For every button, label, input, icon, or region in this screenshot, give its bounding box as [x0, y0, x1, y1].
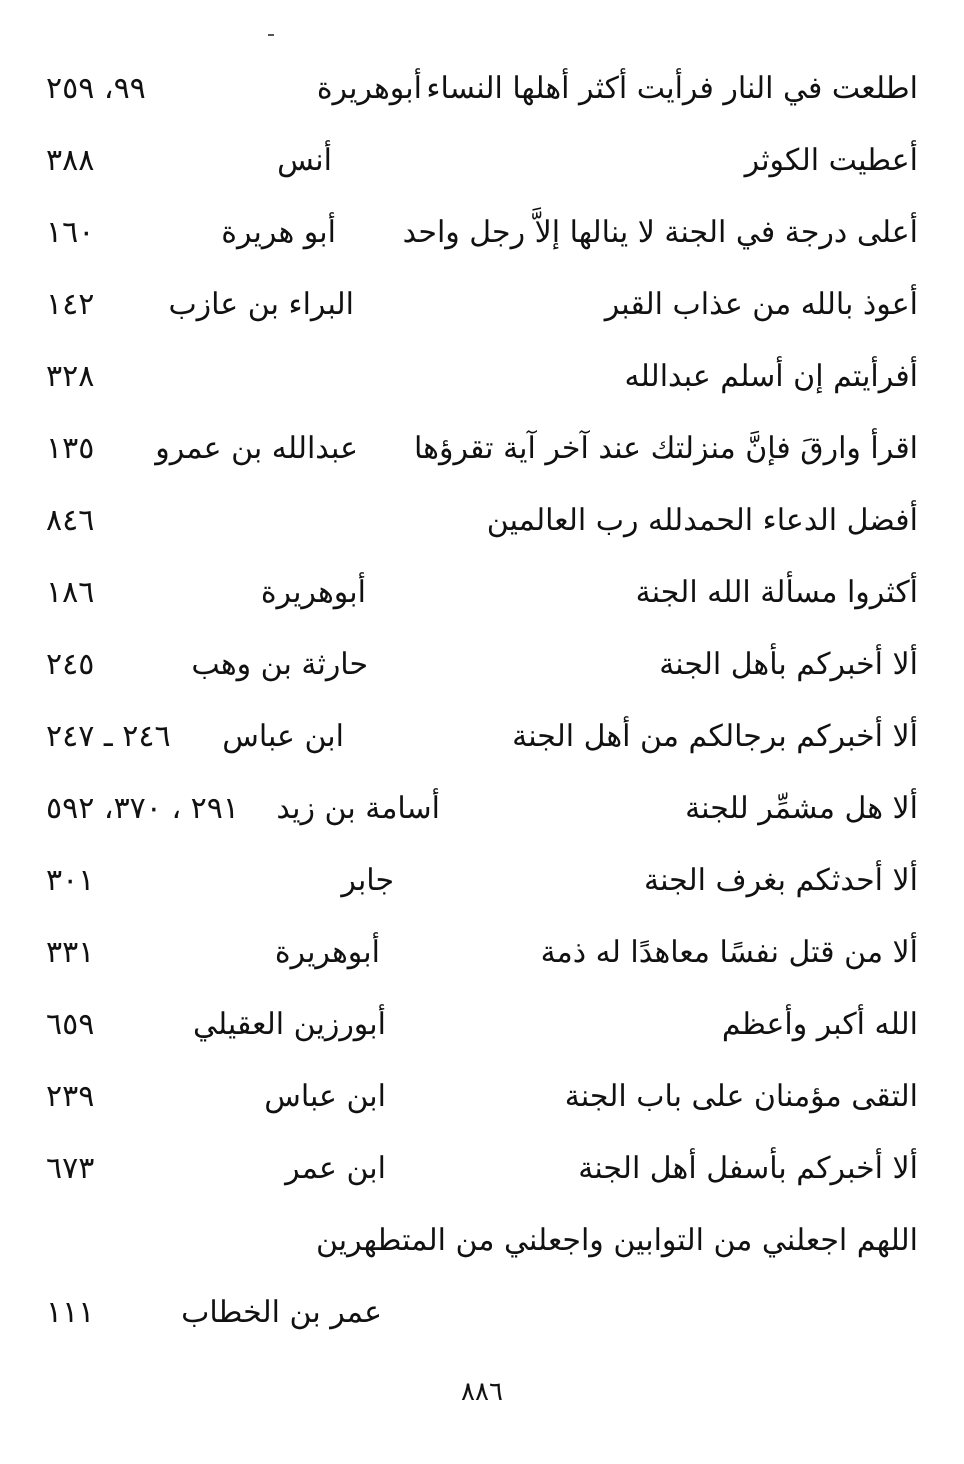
page-refs: ٣٣١	[46, 935, 95, 970]
index-entry	[0, 271, 964, 343]
hadith-text: الله أكبر وأعظم	[721, 1007, 918, 1042]
hadith-text: أعوذ بالله من عذاب القبر	[604, 287, 918, 322]
page-refs: ٢٤٦ ـ ٢٤٧	[46, 719, 171, 754]
index-entry	[0, 847, 964, 919]
narrator-name: أبوهريرة	[274, 935, 380, 970]
narrator-name: أبورزين العقيلي	[193, 1007, 386, 1042]
hadith-text: أفضل الدعاء الحمدلله رب العالمين	[486, 503, 918, 538]
index-entry	[0, 1063, 964, 1135]
index-entry	[0, 55, 964, 127]
hadith-text: اقرأ وارقَ فإنَّ منزلتك عند آخر آية تقرؤها	[414, 431, 918, 466]
hadith-text: ألا أخبركم بأهل الجنة	[659, 647, 918, 682]
hadith-text: أكثروا مسألة الله الجنة	[635, 575, 918, 610]
hadith-text: أعلى درجة في الجنة لا ينالها إلاَّ رجل واحد	[402, 215, 918, 250]
hadith-text: أعطيت الكوثر	[744, 143, 918, 178]
hadith-text: ألا من قتل نفسًا معاهدًا له ذمة	[540, 935, 918, 970]
narrator-name: أبوهريرة	[260, 575, 366, 610]
page-refs: ٨٤٦	[46, 503, 95, 538]
index-entry	[0, 775, 964, 847]
narrator-name: ابن عباس	[222, 719, 344, 754]
page-refs: ٦٥٩	[46, 1007, 95, 1042]
hadith-text: ألا أحدثكم بغرف الجنة	[643, 863, 918, 898]
scan-mark	[268, 34, 274, 36]
hadith-text: التقى مؤمنان على باب الجنة	[564, 1079, 918, 1114]
index-entry	[0, 1279, 964, 1351]
page-refs: ١٨٦	[46, 575, 95, 610]
hadith-text: ألا أخبركم بأسفل أهل الجنة	[578, 1151, 918, 1186]
index-entry	[0, 199, 964, 271]
index-entry	[0, 631, 964, 703]
page-refs: ٦٧٣	[46, 1151, 95, 1186]
page-refs: ٢٣٩	[46, 1079, 95, 1114]
index-entry	[0, 919, 964, 991]
index-entry	[0, 343, 964, 415]
page-refs: ١١١	[46, 1295, 95, 1330]
page-refs: ٢٤٥	[46, 647, 95, 682]
page-refs: ٩٩، ٢٥٩	[46, 71, 146, 106]
page-refs: ١٣٥	[46, 431, 95, 466]
narrator-name: ابن عباس	[264, 1079, 386, 1114]
page-refs: ٣٠١	[46, 863, 95, 898]
hadith-text: ألا أخبركم برجالكم من أهل الجنة	[512, 719, 918, 754]
index-entry	[0, 1135, 964, 1207]
page-refs: ٣٢٨	[46, 359, 95, 394]
index-entry	[0, 487, 964, 559]
narrator-name: حارثة بن وهب	[191, 647, 368, 682]
page-refs: ١٤٢	[46, 287, 95, 322]
hadith-text: ألا هل مشمِّر للجنة	[685, 791, 918, 826]
narrator-name: أبوهريرة	[316, 71, 422, 106]
hadith-index-list	[0, 55, 964, 1351]
index-entry	[0, 703, 964, 775]
index-entry	[0, 1207, 964, 1279]
narrator-name: جابر	[341, 863, 394, 898]
narrator-name: عبدالله بن عمرو	[155, 431, 358, 466]
page-refs: ٢٩١ ، ٣٧٠، ٥٩٢	[46, 791, 240, 826]
page-refs: ١٦٠	[46, 215, 95, 250]
page-refs: ٣٨٨	[46, 143, 95, 178]
hadith-text: اطلعت في النار فرأيت أكثر أهلها النساء	[426, 71, 918, 106]
index-entry	[0, 559, 964, 631]
narrator-name: ابن عمر	[285, 1151, 386, 1186]
narrator-name: البراء بن عازب	[168, 287, 354, 322]
narrator-name: أسامة بن زيد	[276, 791, 440, 826]
index-entry	[0, 991, 964, 1063]
hadith-text: أفرأيتم إن أسلم عبدالله	[624, 359, 918, 394]
index-entry	[0, 415, 964, 487]
hadith-text: اللهم اجعلني من التوابين واجعلني من المتطهرين	[315, 1223, 918, 1258]
narrator-name: عمر بن الخطاب	[181, 1295, 382, 1330]
index-entry	[0, 127, 964, 199]
narrator-name: أنس	[277, 143, 332, 178]
page-number: ٨٨٦	[461, 1377, 503, 1407]
narrator-name: أبو هريرة	[221, 215, 336, 250]
